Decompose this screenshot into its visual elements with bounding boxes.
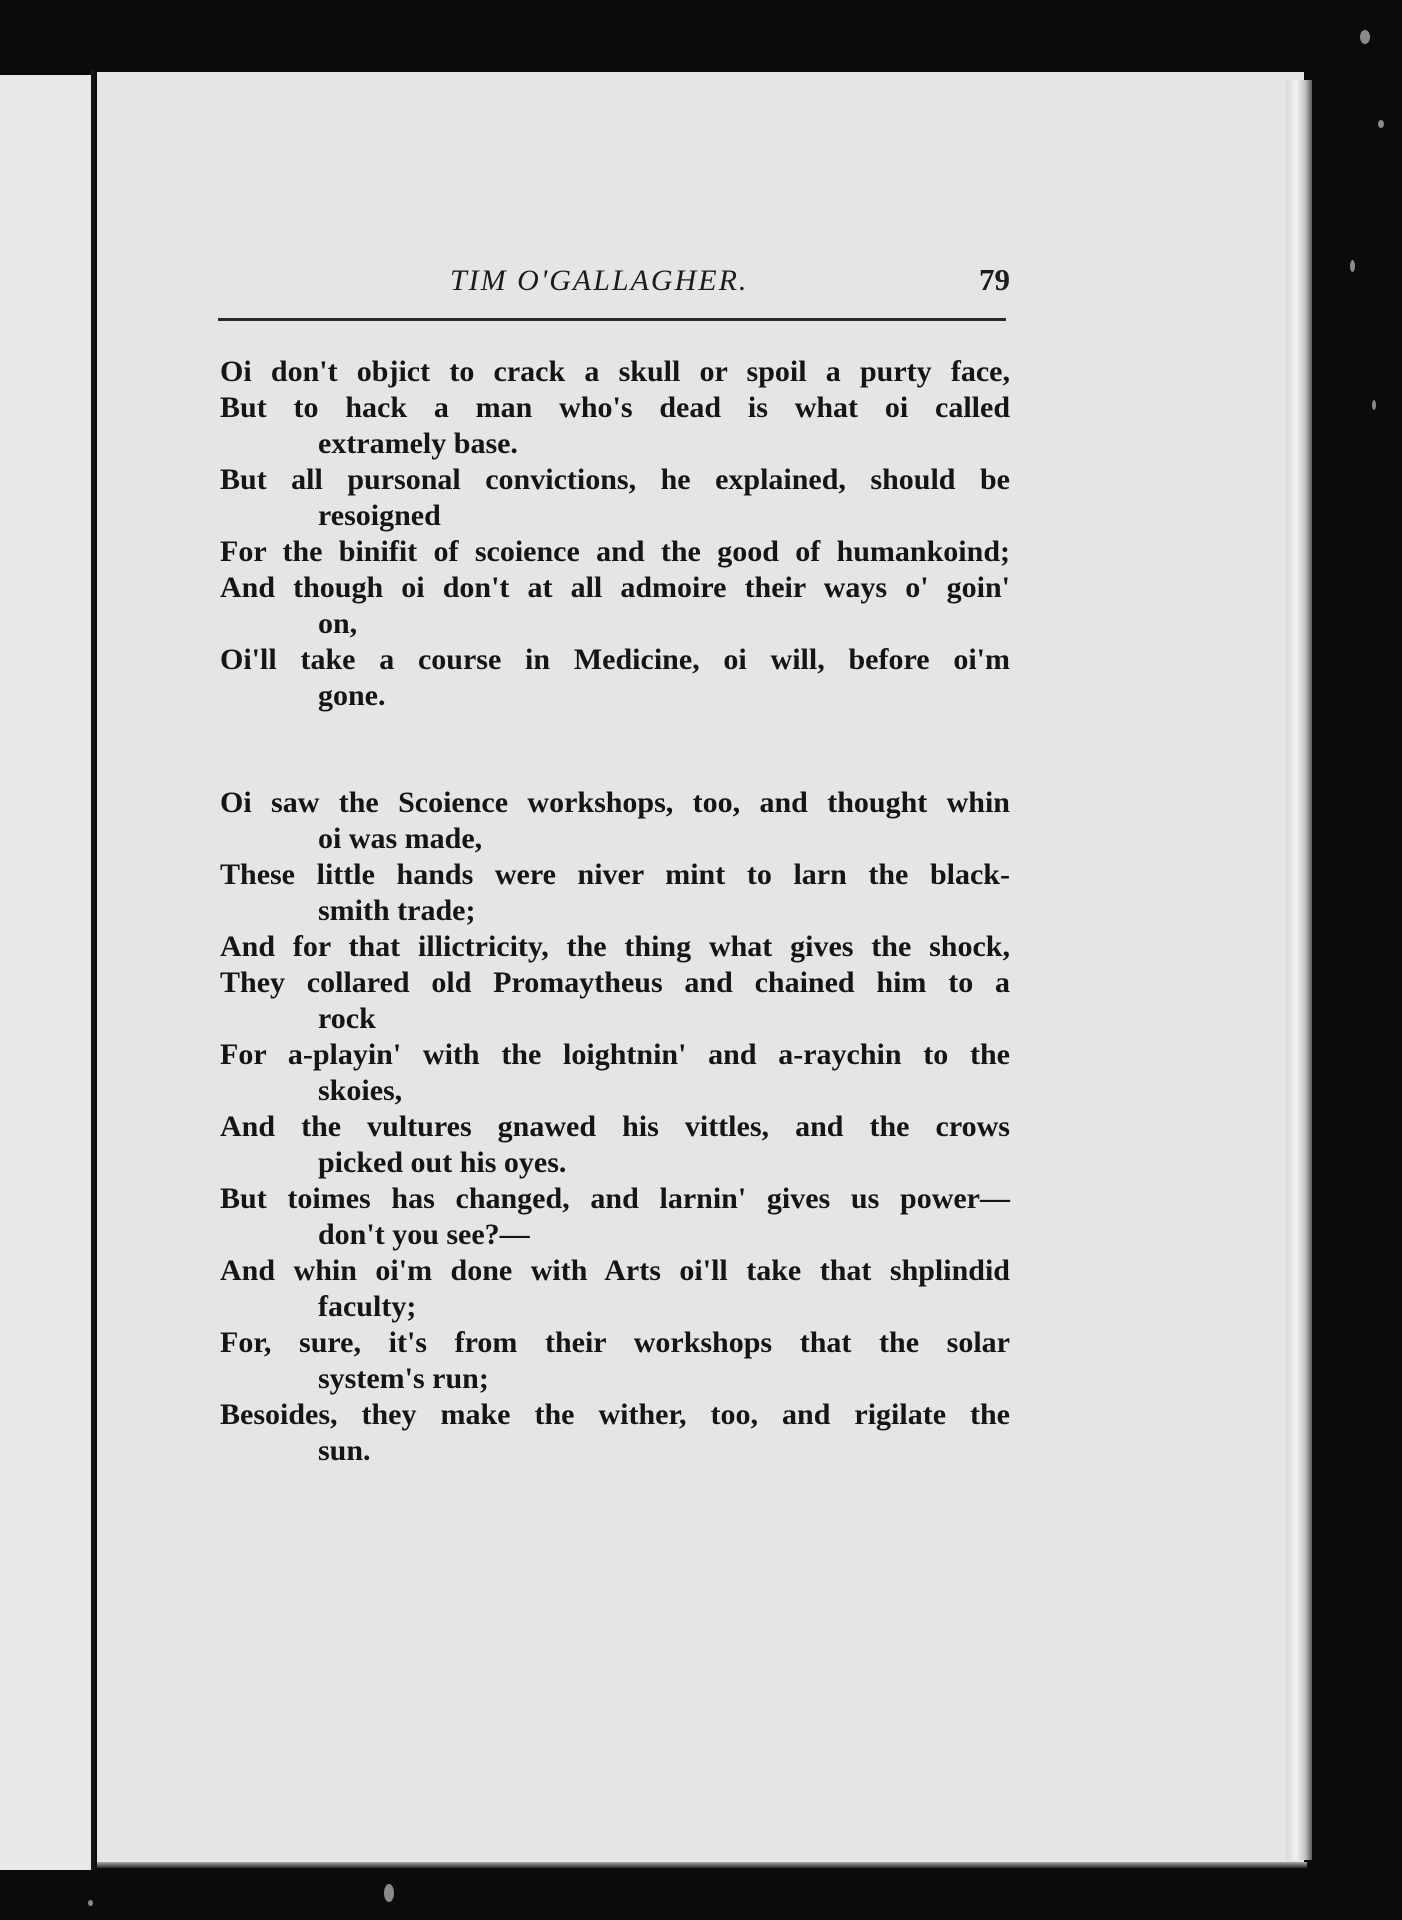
scan-speck — [88, 1900, 93, 1906]
verse-block — [220, 354, 1010, 714]
verse-line-continuation: sun. — [318, 1434, 371, 1467]
stanza-2 — [220, 785, 1010, 1469]
verse-line: And for that illictricity, the thing what gives the shock, — [220, 930, 1010, 963]
page-header — [120, 262, 1010, 302]
verse-line: They collared old Promaytheus and chained him to a — [220, 966, 1010, 999]
scan-speck — [1378, 120, 1384, 128]
verse-line: And whin oi'm done with Arts oi'll take that shplindid — [220, 1254, 1010, 1287]
verse-line-continuation: faculty; — [318, 1290, 417, 1323]
verse-line: Oi saw the Scoience workshops, too, and thought whin — [220, 786, 1010, 819]
page-number: 79 — [979, 262, 1010, 297]
verse-line: But toimes has changed, and larnin' gives us power— — [220, 1182, 1010, 1215]
verse-line: And the vultures gnawed his vittles, and the crows — [220, 1110, 1010, 1143]
scan-speck — [1360, 30, 1370, 44]
verse-line: Besoides, they make the wither, too, and rigilate the — [220, 1398, 1010, 1431]
verse-line-continuation: gone. — [318, 679, 386, 712]
verse-line: Oi'll take a course in Medicine, oi will, before oi'm — [220, 643, 1010, 676]
verse-line-continuation: don't you see?— — [318, 1218, 530, 1251]
book-gutter — [91, 70, 95, 1870]
verse-line-continuation: rock — [318, 1002, 376, 1035]
verse-line: But to hack a man who's dead is what oi called — [220, 391, 1010, 424]
verse-line-continuation: skoies, — [318, 1074, 403, 1107]
verse-line: And though oi don't at all admoire their ways o' goin' — [220, 571, 1010, 604]
verse-line-continuation: on, — [318, 607, 358, 640]
verse-block — [220, 785, 1010, 1469]
page-bottom-edge — [97, 1862, 1307, 1868]
verse-line-continuation: system's run; — [318, 1362, 489, 1395]
scan-speck — [1350, 260, 1355, 272]
page-edge-shadow — [1286, 80, 1312, 1860]
header-rule — [218, 318, 1006, 321]
verse-line: For, sure, it's from their workshops that the solar — [220, 1326, 1010, 1359]
verse-line: For a-playin' with the loightnin' and a-raychin to the — [220, 1038, 1010, 1071]
verse-line: But all pursonal convictions, he explained, should be — [220, 463, 1010, 496]
verse-line: For the binifit of scoience and the good of humankoind; — [220, 535, 1010, 568]
scan-speck — [384, 1884, 394, 1902]
verse-line-continuation: resoigned — [318, 499, 441, 532]
scan-speck — [1372, 400, 1376, 410]
stanza-1 — [220, 354, 1010, 714]
running-head-title: TIM O'GALLAGHER. — [450, 264, 749, 297]
verse-line-continuation: picked out his oyes. — [318, 1146, 567, 1179]
left-page-edge — [0, 75, 93, 1870]
verse-line: Oi don't objict to crack a skull or spoil a purty face, — [220, 355, 1010, 388]
verse-line-continuation: extramely base. — [318, 427, 518, 460]
verse-line-continuation: smith trade; — [318, 894, 476, 927]
verse-line-continuation: oi was made, — [318, 822, 483, 855]
verse-line: These little hands were niver mint to larn the black- — [220, 858, 1010, 891]
